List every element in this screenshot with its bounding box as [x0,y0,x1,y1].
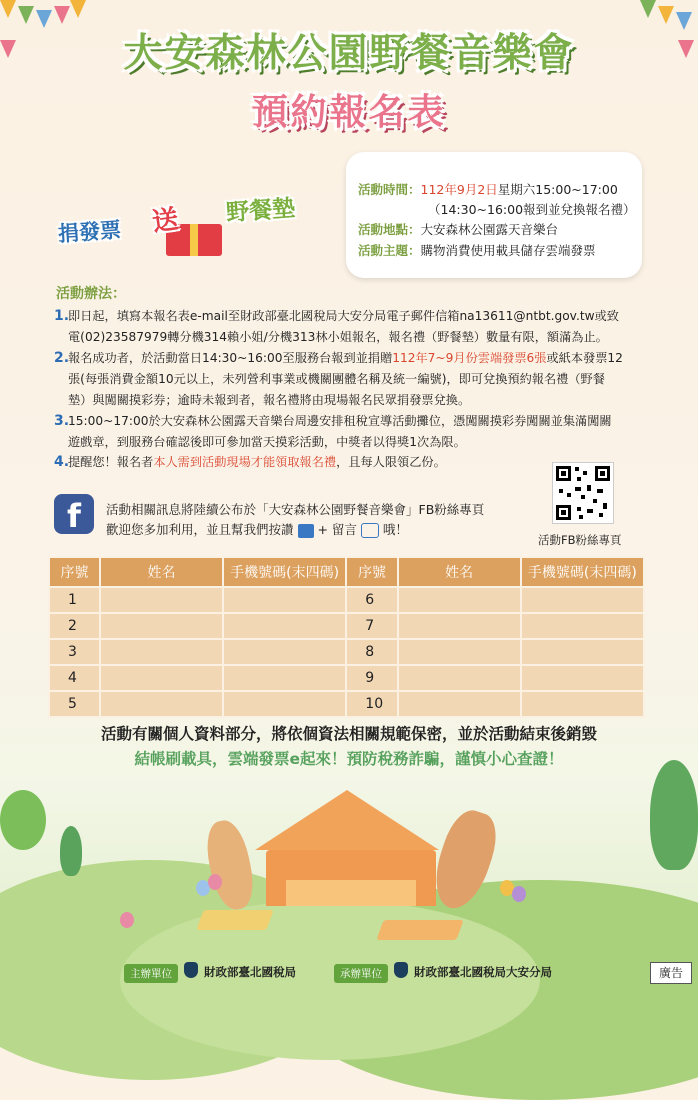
method-heading: 活動辦法： [56,286,126,302]
name-cell[interactable] [100,639,223,665]
qr-code[interactable] [552,462,614,524]
registration-table [48,556,645,718]
seq-cell: 10 [346,691,397,717]
header-phone: 手機號碼(末四碼) [521,557,644,587]
picnic-mat [196,910,273,930]
rule-3: 3. 15:00~17:00於大安森林公園露天音樂台周邊安排租稅宣導活動攤位，憑闖關摸彩券闖關並集滿闖關 遊戲章，到服務台確認後即可參加當天摸彩活動，中獎者以得獎1次為限。 [54,413,612,449]
header-name: 姓名 [398,557,521,587]
name-cell[interactable] [100,587,223,613]
table-header-row [49,557,644,587]
event-time: 活動時間：112年9月2日星期六15:00~17:00 [358,182,618,197]
phone-cell[interactable] [521,639,644,665]
emblem-icon [184,962,198,978]
picnic-mat [376,920,463,940]
privacy-notice: 活動有關個人資料部分，將依個資法相關規範保密，並於活動結束後銷毀 [100,725,597,743]
co-organizer-name: 財政部臺北國稅局大安分局 [414,965,552,979]
name-cell[interactable] [398,587,521,613]
emblem-icon [394,962,408,978]
event-time-note: （14:30~16:00報到並兌換報名禮） [428,202,636,217]
phone-cell[interactable] [223,613,346,639]
tree-left-small [60,826,82,876]
promo-donate-invoice: 捐發票 [57,217,122,247]
phone-cell[interactable] [223,691,346,717]
event-info-card [346,152,642,278]
seq-cell: 2 [49,613,100,639]
qr-label: 活動FB粉絲專頁 [538,533,622,547]
seq-cell: 4 [49,665,100,691]
thumbs-up-icon [298,524,314,538]
phone-cell[interactable] [223,665,346,691]
phone-cell[interactable] [521,665,644,691]
table-row [49,665,644,691]
table-row [49,613,644,639]
balloon-icon [208,874,222,890]
phone-cell[interactable] [223,587,346,613]
header-phone: 手機號碼(末四碼) [223,557,346,587]
seq-cell: 9 [346,665,397,691]
co-organizer-label: 承辦單位 [334,964,388,983]
phone-cell[interactable] [223,639,346,665]
phone-cell[interactable] [521,587,644,613]
promo-give: 送 [150,204,181,238]
name-cell[interactable] [100,613,223,639]
stage-floor [286,880,416,906]
promo-picnic-mat: 野餐墊 [225,195,296,227]
header-seq: 序號 [49,557,100,587]
seq-cell: 8 [346,639,397,665]
name-cell[interactable] [398,691,521,717]
rule-1: 1. 即日起，填寫本報名表e-mail至財政部臺北國稅局大安分局電子郵件信箱na13611@ntbt.gov.tw或致 電(02)23587979轉分機314賴小姐/分機313林小姐報名，報名禮（野餐墊）數量有限，額滿為止。 [54,308,619,344]
name-cell[interactable] [100,665,223,691]
event-theme: 活動主題：購物消費使用載具儲存雲端發票 [358,243,596,258]
table-row [49,691,644,717]
balloon-icon [512,886,526,902]
sub-title: 預約報名表 [251,92,447,133]
header-seq: 序號 [346,557,397,587]
host-label: 主辦單位 [124,964,178,983]
event-place: 活動地點：大安森林公園露天音樂台 [358,222,559,237]
slogan: 結帳刷載具，雲端發票e起來！預防稅務詐騙，謹慎小心查證！ [134,750,564,768]
tree-left [0,790,46,850]
seq-cell: 1 [49,587,100,613]
seq-cell: 7 [346,613,397,639]
tree-right [650,760,698,870]
phone-cell[interactable] [521,691,644,717]
fb-invite: 歡迎您多加利用，並且幫我們按讚 + 留言 哦！ [106,522,408,537]
table-row [49,639,644,665]
host-name: 財政部臺北國稅局 [204,965,296,979]
stage [232,790,462,850]
header-name: 姓名 [100,557,223,587]
seq-cell: 3 [49,639,100,665]
name-cell[interactable] [100,691,223,717]
name-cell[interactable] [398,665,521,691]
comment-icon [361,523,379,538]
seq-cell: 5 [49,691,100,717]
ad-label: 廣告 [650,962,692,984]
main-title: 大安森林公園野餐音樂會 [123,31,575,76]
balloon-icon [120,912,134,928]
rule-4: 4. 提醒您！報名者本人需到活動現場才能領取報名禮，且每人限領乙份。 [54,454,446,470]
rule-2: 2. 報名成功者，於活動當日14:30~16:00至服務台報到並捐贈112年7~9月份雲端發票6張或紙本發票12 張(每張消費金額10元以上，未列營利事業或機關團體名稱及統一編號)，即可兌換預約報名禮（野餐 墊）與闖關摸彩券；逾時未報到者，報名禮將由現場報名民眾捐發票兌換。 [54,350,623,407]
name-cell[interactable] [398,639,521,665]
facebook-icon[interactable]: f [54,494,94,534]
seq-cell: 6 [346,587,397,613]
table-row [49,587,644,613]
fb-notice: 活動相關訊息將陸續公布於「大安森林公園野餐音樂會」FB粉絲專頁 [106,502,485,517]
phone-cell[interactable] [521,613,644,639]
name-cell[interactable] [398,613,521,639]
